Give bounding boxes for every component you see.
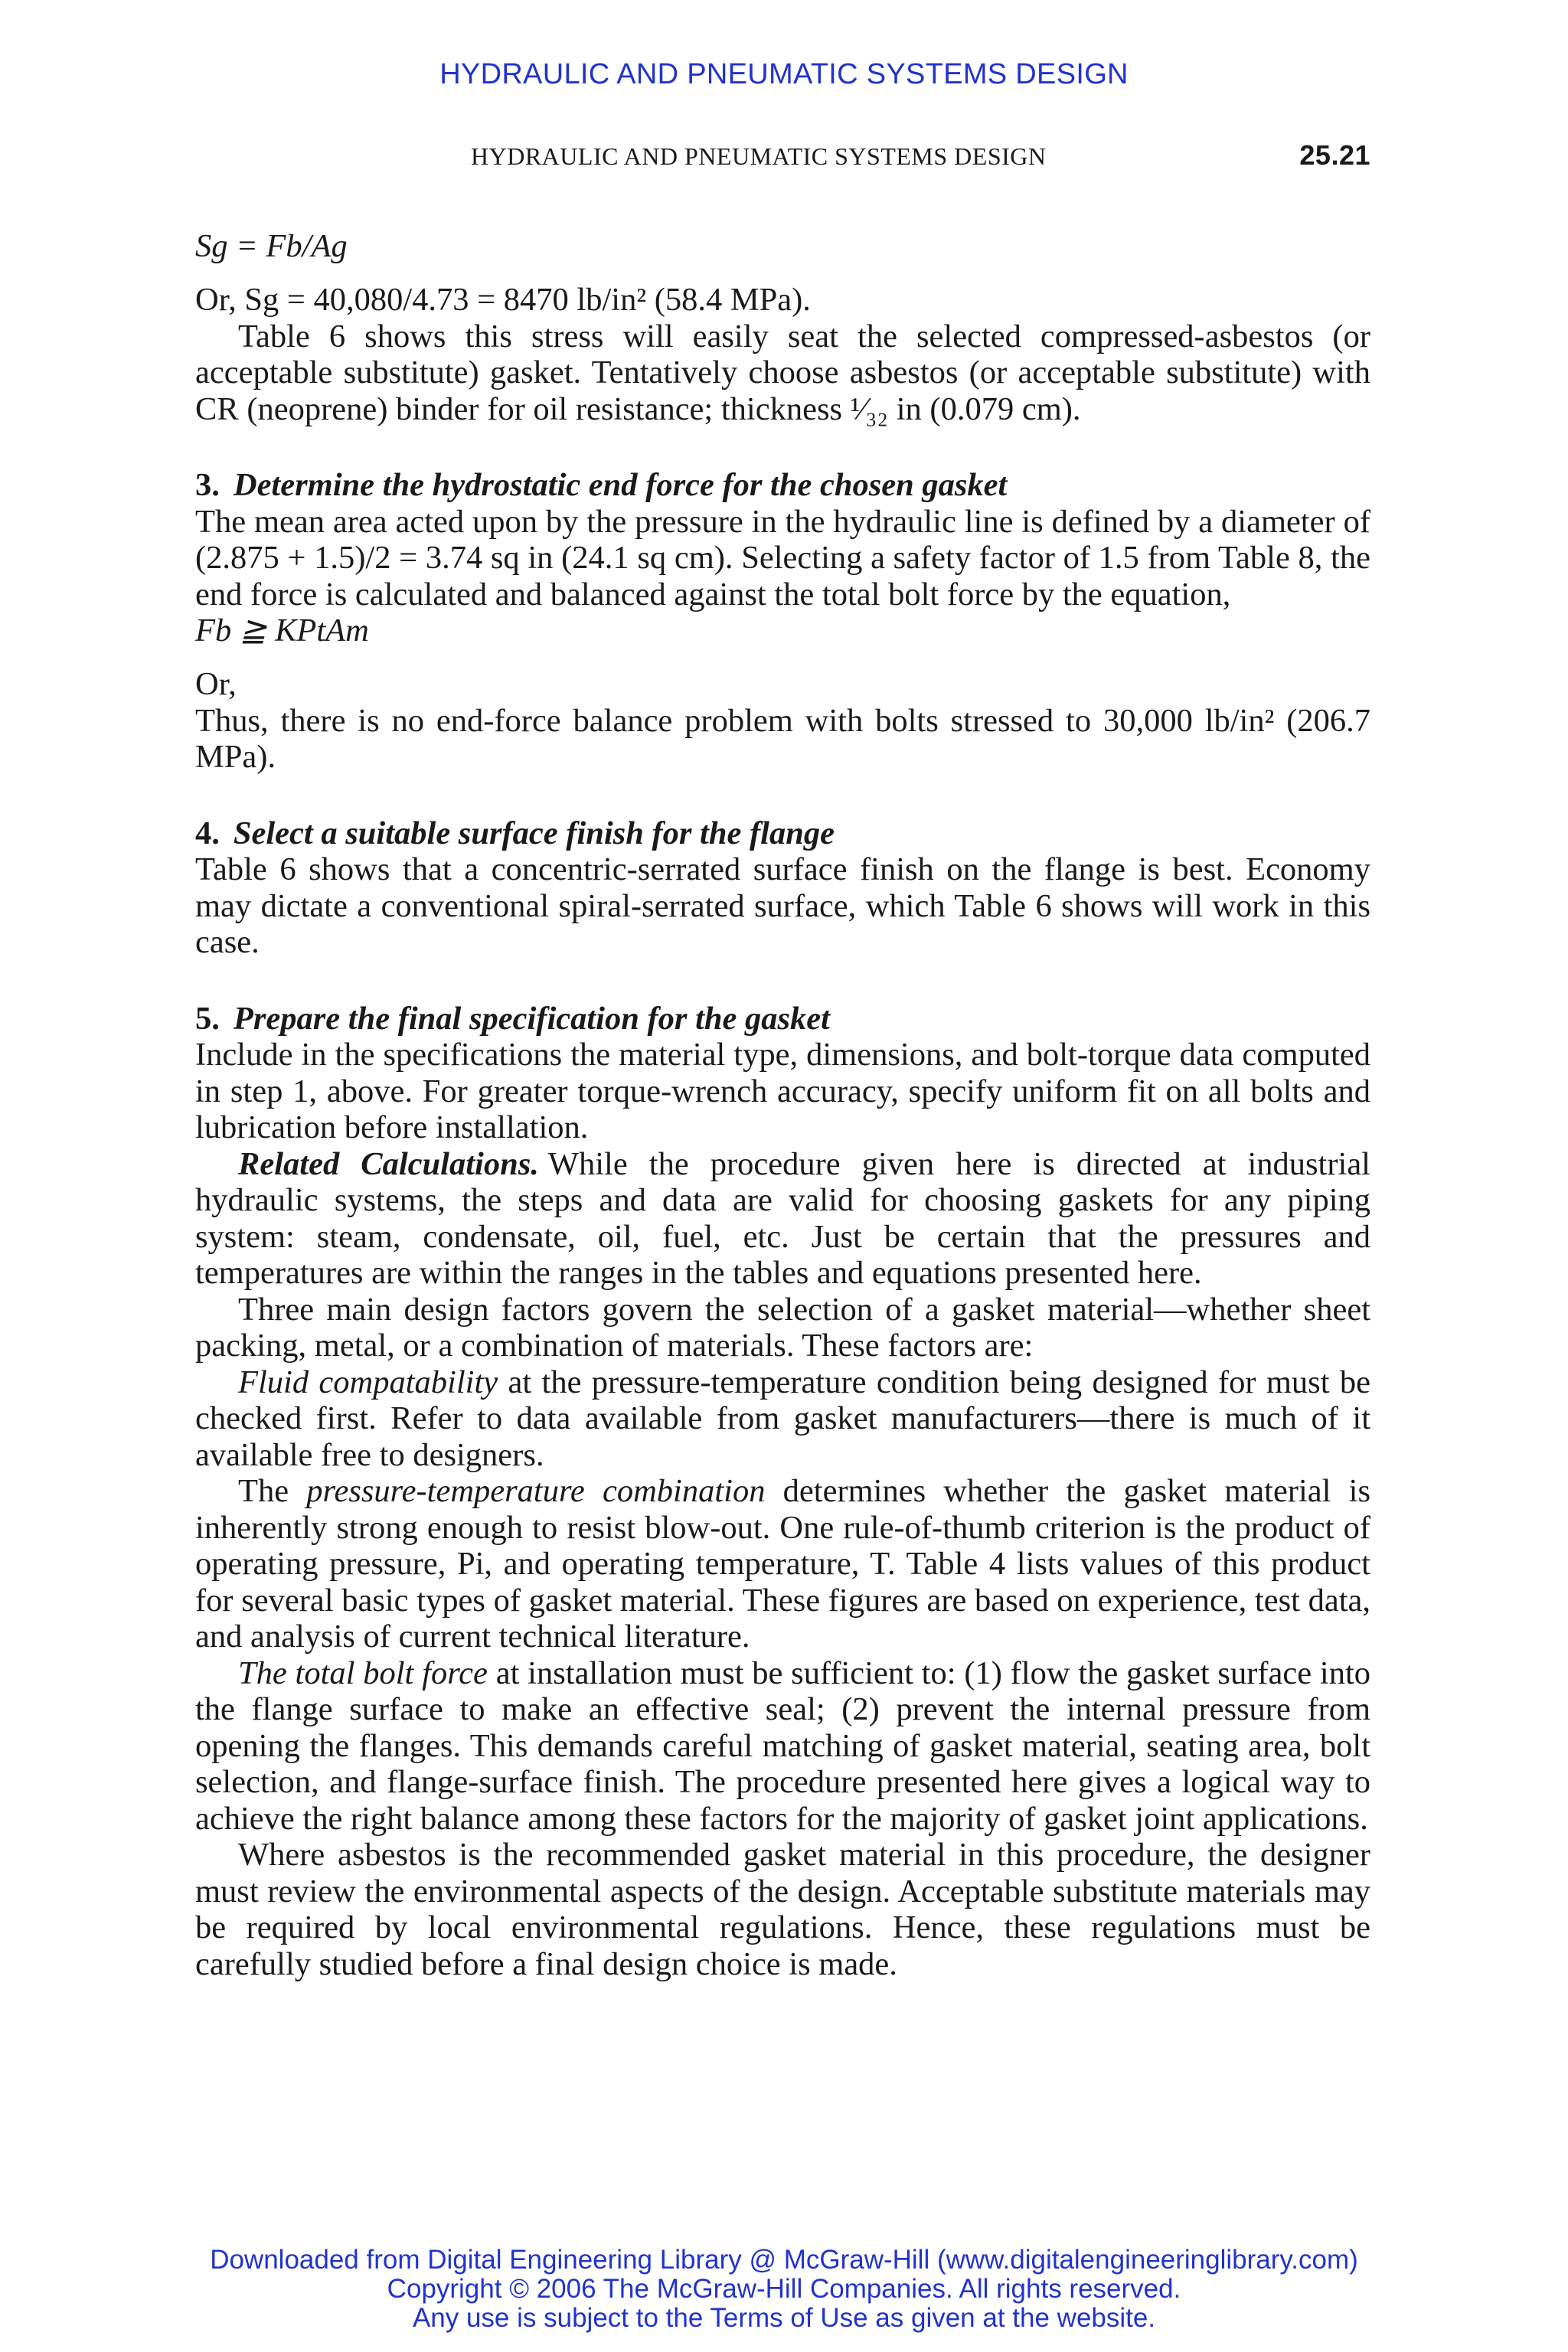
total-bolt-force-body: at installation must be sufficient to: (1) flow the gasket surface into the flange surface to make an effective seal; (2) prevent the internal pressure from opening the flanges. This demands careful matching of gasket material, seating area, bolt selection, and flange-surface finish. The procedure presented here gives a logical way to achieve the right balance among these factors for the majority of gasket joint applications. (195, 1655, 1371, 1837)
step3-heading (195, 467, 1370, 504)
running-head-title: HYDRAULIC AND PNEUMATIC SYSTEMS DESIGN (471, 142, 1047, 170)
paragraph-thus: Thus, there is no end-force balance problem with bolts stressed to 30,000 lb/in² (206.7 MPa). (195, 702, 1370, 775)
total-bolt-force-term: The total bolt force (238, 1655, 488, 1691)
related-calculations-body: While the procedure given here is directed at industrial hydraulic systems, the steps and data are valid for choosing gaskets for any piping system: steam, condensate, oil, fuel, etc. Just be certain that the pressures and temperatures are within the ranges in the tables and equations presented here. (195, 1145, 1370, 1291)
step5-body: Include in the specifications the material type, dimensions, and bolt-torque data computed in step 1, above. For greater torque-wrench accuracy, specify uniform fit on all bolts and lubrication before installation. (195, 1037, 1370, 1145)
step4-number: 4. (195, 815, 220, 851)
fluid-compatability-body: at the pressure-temperature condition being designed for must be checked first. Refer to data available from gasket manufacturers—there is much of it available free to designers. (195, 1364, 1370, 1473)
step5-title: Prepare the final specification for the gasket (233, 1000, 830, 1037)
paragraph-or: Or, (195, 666, 237, 702)
step5-heading (195, 1001, 1370, 1037)
fluid-compatability-term: Fluid compatability (238, 1364, 498, 1400)
paragraph-total-bolt-force (195, 1655, 1370, 1838)
paragraph-table6-seat: Table 6 shows this stress will easily seat the selected compressed-asbestos (or acceptable substitute) gasket. Tentatively choose asbestos (or acceptable substitute) with CR (neoprene) binder for oil resistance; thickness ¹⁄₃₂ in (0.079 cm). (195, 318, 1370, 427)
page-content (195, 228, 1370, 1982)
page-footer (0, 2246, 1568, 2333)
paragraph-three-factors: Three main design factors govern the selection of a gasket material—whether sheet packing, metal, or a combination of materials. These factors are: (195, 1291, 1370, 1364)
pressure-temperature-body: determines whether the gasket material is inherently strong enough to resist blow-out. One rule-of-thumb criterion is the product of operating pressure, Pi, and operating temperature, T. Table 4 lists values of this product for several basic types of gasket material. These figures are based on experience, test data, and analysis of current technical literature. (195, 1473, 1370, 1655)
pressure-temperature-term: pressure-temperature combination (306, 1473, 766, 1509)
footer-terms: Any use is subject to the Terms of Use as given at the website. (412, 2303, 1156, 2333)
paragraph-fluid-compatability (195, 1364, 1370, 1474)
step5-number: 5. (195, 1000, 220, 1037)
banner-title: HYDRAULIC AND PNEUMATIC SYSTEMS DESIGN (439, 58, 1129, 90)
step3-title: Determine the hydrostatic end force for the chosen gasket (233, 467, 1008, 503)
footer-download-link[interactable]: Downloaded from Digital Engineering Library @ McGraw-Hill (www.digitalengineeringlibrary.com) (210, 2245, 1358, 2275)
pressure-temperature-lead: The (238, 1473, 289, 1509)
related-calculations-label: Related Calculations. (238, 1145, 539, 1182)
equation-gasket-stress: Sg = Fb/Ag (195, 228, 348, 264)
equation-end-force: Fb ≧ KPtAm (195, 612, 369, 648)
step4-title: Select a suitable surface finish for the flange (233, 815, 835, 851)
paragraph-stress-result: Or, Sg = 40,080/4.73 = 8470 lb/in² (58.4 MPa). (195, 282, 811, 318)
page-number: 25.21 (1299, 139, 1370, 171)
step3-number: 3. (195, 467, 220, 503)
step4-heading (195, 815, 1370, 852)
paragraph-pressure-temperature (195, 1473, 1370, 1655)
paragraph-asbestos: Where asbestos is the recommended gasket material in this procedure, the designer must review the environmental aspects of the design. Acceptable substitute materials may be required by local environmental regulations. Hence, these regulations must be carefully studied before a final design choice is made. (195, 1837, 1370, 1982)
step4-body: Table 6 shows that a concentric-serrated surface finish on the flange is best. Economy may dictate a conventional spiral-serrated surface, which Table 6 shows will work in this case. (195, 851, 1370, 960)
paragraph-related-calculations (195, 1146, 1370, 1292)
footer-copyright: Copyright © 2006 The McGraw-Hill Companies. All rights reserved. (387, 2274, 1181, 2304)
step3-body: The mean area acted upon by the pressure in the hydraulic line is defined by a diameter of (2.875 + 1.5)/2 = 3.74 sq in (24.1 sq cm). Selecting a safety factor of 1.5 from Table 8, the end force is calculated and balanced against the total bolt force by the equation, (195, 503, 1370, 612)
